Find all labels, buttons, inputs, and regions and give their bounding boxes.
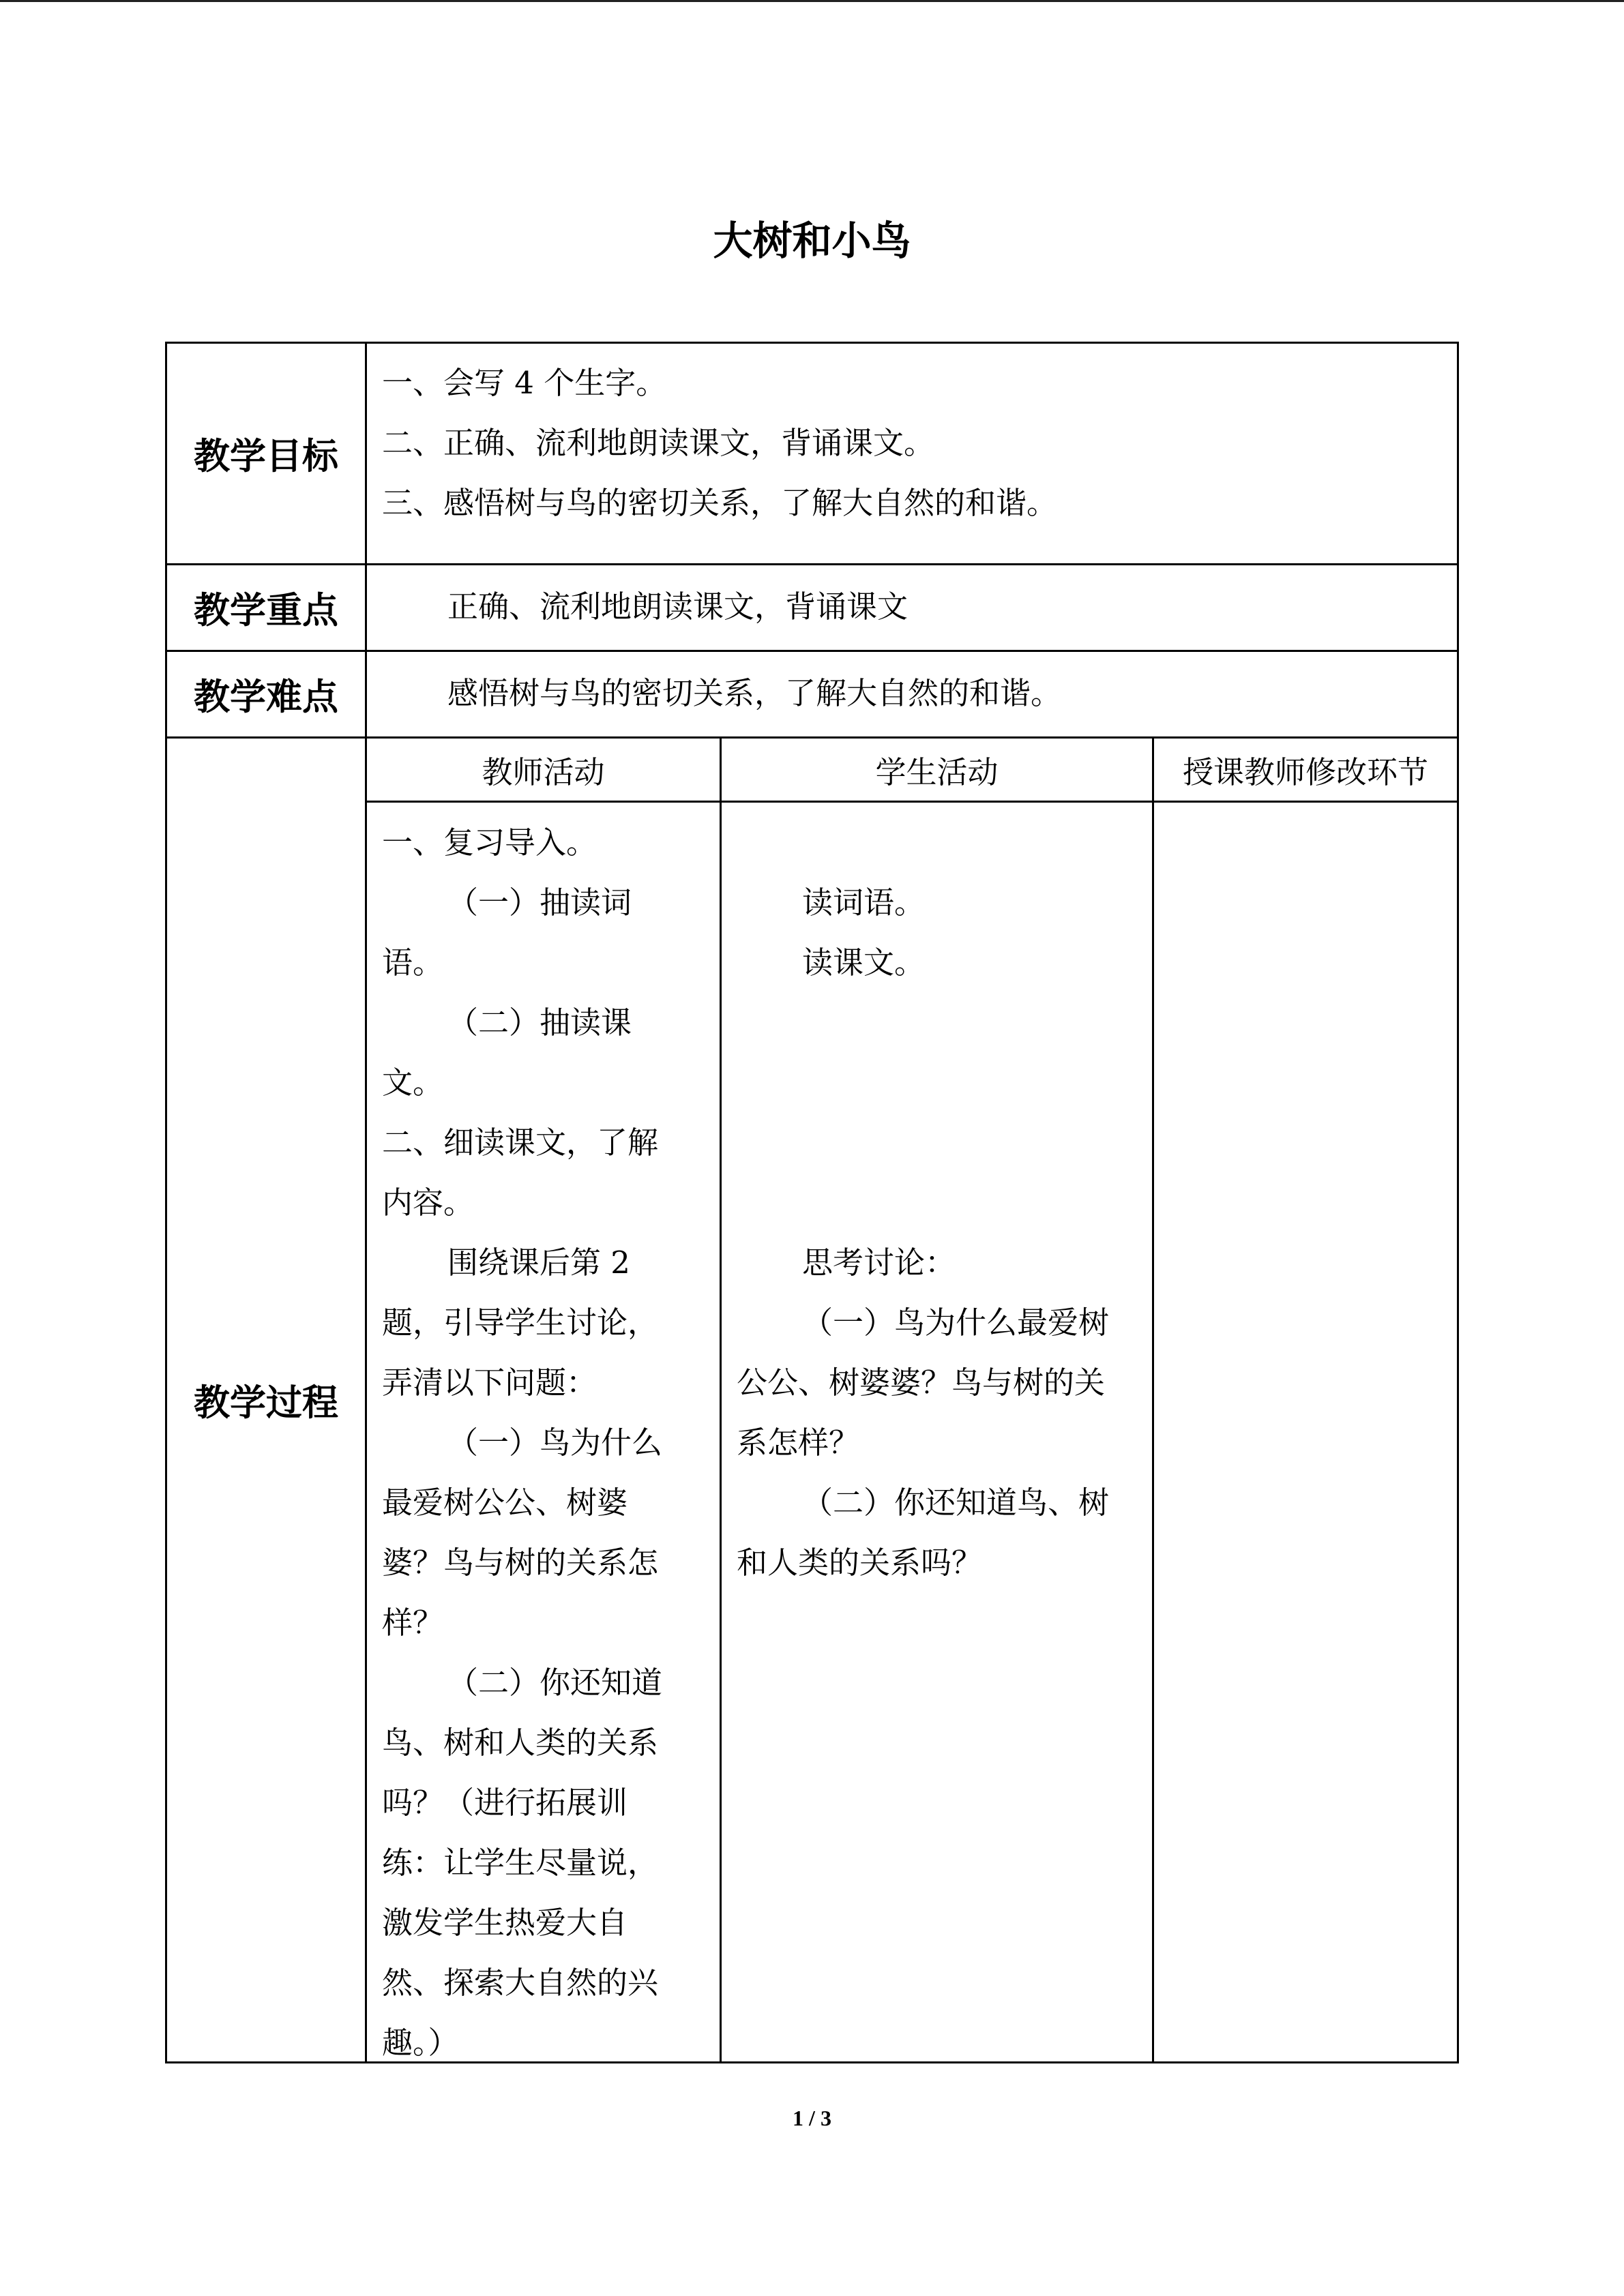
- difficulties-content: 感悟树与鸟的密切关系，了解大自然的和谐。: [447, 675, 1062, 711]
- student-line: （二）你还知道鸟、树: [802, 1485, 1110, 1521]
- goal-item: 三、感悟树与鸟的密切关系，了解大自然的和谐。: [382, 485, 1058, 521]
- student-line: 读课文。: [802, 944, 926, 981]
- page-number: 1 / 3: [793, 2106, 831, 2130]
- goals-content: [382, 353, 1446, 533]
- key-points-content: 正确、流利地朗读课文，背诵课文: [447, 588, 909, 625]
- row-label-process: 教学过程: [194, 1382, 338, 1424]
- teacher-revision-content: [1154, 803, 1457, 2061]
- row-label-goals: 教学目标: [194, 436, 338, 477]
- teacher-line: 一、复习导入。: [382, 824, 597, 861]
- teacher-line: 围绕课后第 2: [447, 1244, 630, 1281]
- page-top-border: [0, 0, 1624, 2]
- teacher-line: 样？: [382, 1605, 444, 1641]
- student-line: 系怎样？: [737, 1425, 860, 1461]
- teacher-line: 二、细读课文，了解: [382, 1124, 659, 1161]
- teacher-line: （一）鸟为什么: [447, 1425, 663, 1461]
- teacher-line: （一）抽读词: [447, 884, 632, 921]
- column-divider: [365, 342, 367, 2063]
- teacher-line: 鸟、树和人类的关系: [382, 1725, 659, 1761]
- teacher-line: 吗？（进行拓展训: [382, 1785, 628, 1821]
- teacher-line: 弄清以下问题：: [382, 1365, 597, 1401]
- student-line: 读词语。: [802, 884, 926, 921]
- teacher-line: 最爱树公公、树婆: [382, 1485, 628, 1521]
- teacher-line: 内容。: [382, 1184, 475, 1221]
- teacher-line: 婆？鸟与树的关系怎: [382, 1545, 659, 1581]
- teacher-line: （二）你还知道: [447, 1665, 663, 1701]
- teacher-activity-content: [382, 813, 716, 2073]
- student-activity-content: [737, 873, 1146, 993]
- document-title: 大树和小鸟: [713, 218, 911, 264]
- teacher-line: 语。: [382, 944, 444, 981]
- column-divider: [720, 736, 722, 2063]
- goal-item: 一、会写 4 个生字。: [382, 365, 667, 401]
- table-border-bottom: [165, 2061, 1459, 2063]
- student-line: 思考讨论：: [802, 1244, 956, 1281]
- header-student-activity: 学生活动: [875, 754, 999, 790]
- goal-item: 二、正确、流利地朗读课文，背诵课文。: [382, 425, 935, 461]
- student-line: （一）鸟为什么最爱树: [802, 1304, 1110, 1341]
- student-discussion-content: [737, 1233, 1146, 1593]
- teacher-line: 激发学生热爱大自: [382, 1905, 628, 1941]
- header-teacher-activity: 教师活动: [482, 754, 605, 790]
- student-line: 公公、树婆婆？鸟与树的关: [737, 1365, 1106, 1401]
- teacher-line: 题，引导学生讨论，: [382, 1304, 659, 1341]
- row-label-key-points: 教学重点: [194, 590, 338, 631]
- teacher-line: 然、探索大自然的兴: [382, 1965, 659, 2001]
- student-line: 和人类的关系吗？: [737, 1545, 983, 1581]
- teacher-line: （二）抽读课: [447, 1004, 632, 1041]
- row-label-difficulties: 教学难点: [194, 676, 338, 718]
- teacher-line: 文。: [382, 1064, 444, 1101]
- teacher-line: 练：让学生尽量说，: [382, 1845, 659, 1881]
- header-teacher-revision: 授课教师修改环节: [1182, 754, 1428, 790]
- table-border-right: [1457, 342, 1459, 2063]
- teacher-line: 趣。）: [382, 2025, 459, 2061]
